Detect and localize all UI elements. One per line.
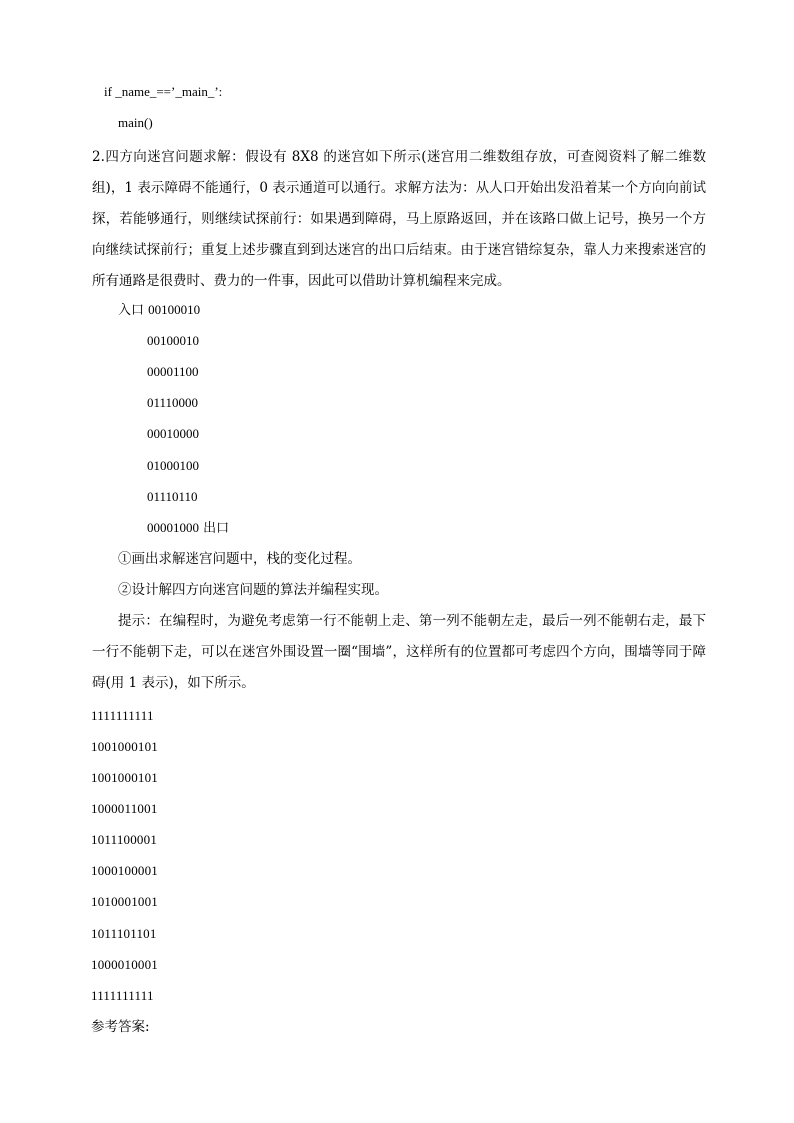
maze-row-6: 01000100	[147, 458, 199, 473]
maze-row-8	[147, 520, 229, 537]
entrance-label: 入口	[118, 303, 145, 318]
exit-label: 出口	[203, 521, 230, 536]
answer-label: 参考答案:	[91, 1019, 150, 1035]
walled-maze-row-6: 1000100001	[91, 863, 158, 878]
maze-row-4: 01110000	[147, 395, 199, 410]
task-2: ②设计解四方向迷宫问题的算法并编程实现。	[118, 582, 388, 598]
maze-row-3: 00001100	[147, 364, 199, 379]
maze-row-1-value: 00100010	[148, 302, 201, 317]
maze-row-7: 01110110	[147, 489, 198, 504]
maze-row-8-value: 00001000	[147, 520, 199, 535]
maze-row-2: 00100010	[147, 333, 199, 348]
walled-maze-row-1: 1111111111	[91, 708, 154, 723]
question-2-paragraph: 2.四方向迷宫问题求解：假设有 8X8 的迷宫如下所示(迷宫用二维数组存放，可查阅资料了解二维数组)，1 表示障碍不能通行，0 表示通道可以通行。求解方法为：从人口开始出发沿着某一个方向向前试探，若能够通行，则继续试探前行：如果遇到障碍，马上原路返回，并在该路口做上记号，换另一个方向继续试探前行；重复上述步骤直到到达迷宫的出口后结束。由于迷宫错综复杂，靠人力来搜索迷宫的所有通路是很费时、费力的一件事，因此可以借助计算机编程来完成。	[92, 149, 706, 289]
code-if-line: if _name_==’_main_’:	[104, 84, 223, 99]
walled-maze-row-2: 1001000101	[91, 739, 158, 754]
walled-maze-row-7: 1010001001	[91, 894, 158, 909]
task-1: ①画出求解迷宫问题中，栈的变化过程。	[118, 551, 361, 567]
walled-maze-row-4: 1000011001	[91, 801, 158, 816]
walled-maze-row-5: 1011100001	[91, 832, 158, 847]
walled-maze-row-9: 1000010001	[91, 957, 158, 972]
walled-maze-row-3: 1001000101	[91, 770, 158, 785]
hint-paragraph: 提示：在编程时，为避免考虑第一行不能朝上走、第一列不能朝左走，最后一列不能朝右走，最下一行不能朝下走，可以在迷宫外围设置一圈“围墙”，这样所有的位置都可考虑四个方向，围墙等同于障碍(用 1 表示)，如下所示。	[92, 613, 706, 691]
walled-maze-row-10: 1111111111	[91, 988, 154, 1003]
maze-row-1	[118, 302, 200, 319]
walled-maze-row-8: 1011101101	[91, 926, 157, 941]
code-main-call: main()	[118, 115, 153, 130]
maze-row-5: 00010000	[147, 426, 199, 441]
